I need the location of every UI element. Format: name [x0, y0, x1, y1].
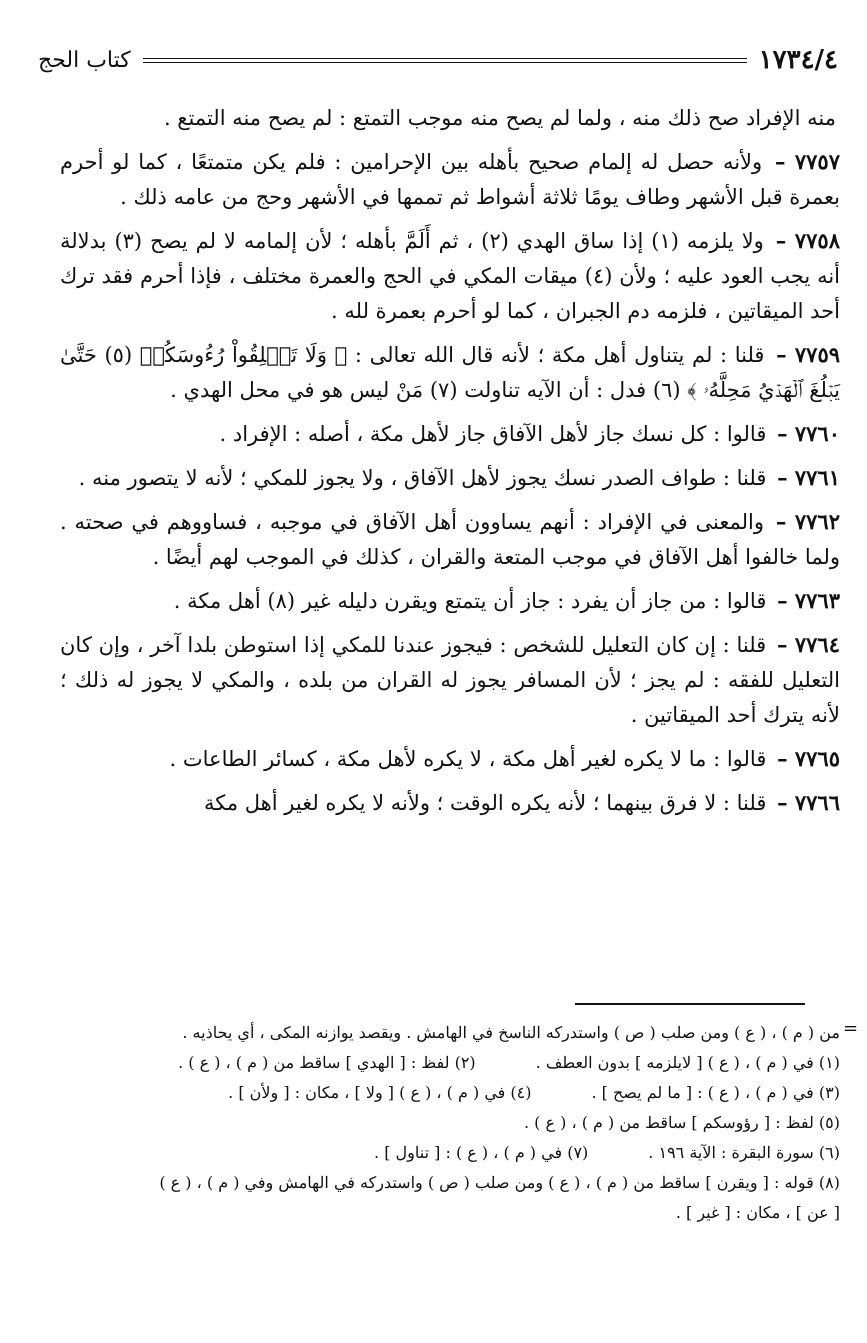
- footnotes: [70, 1018, 840, 1228]
- paragraph: ٧٧٦٤ – قلنا : إن كان التعليل للشخص : فيجوز عندنا للمكي إذا استوطن بلدا آخر ، وإن كان التعليل للفقه : لم يجز ؛ لأن المسافر يجوز له القران من بلده ، والمكي لا يجوز له ذلك ؛ لأنه يترك أحد الميقاتين .: [60, 632, 840, 727]
- footnote-row: [70, 1138, 840, 1168]
- running-header: [38, 40, 838, 80]
- footnote: (٤) في ( م ) ، ( ع ) [ ولا ] ، مكان : [ ولأن ] .: [228, 1083, 532, 1102]
- paragraph-number: ٧٧٦٢ –: [775, 509, 840, 534]
- paragraph: ٧٧٦٣ – قالوا : من جاز أن يفرد : جاز أن يتمتع ويقرن دليله غير (٨) أهل مكة .: [173, 588, 840, 613]
- footnote-continuation-mark: =: [843, 1018, 859, 1039]
- paragraph: منه الإفراد صح ذلك منه ، ولما لم يصح منه موجب التمتع : لم يصح منه التمتع .: [163, 106, 836, 130]
- footnote: (٨) قوله : [ ويقرن ] ساقط من ( م ) ، ( ع ) ومن صلب ( ص ) واستدركه في الهامش وفي ( م ) ، ( ع ): [159, 1173, 840, 1192]
- paragraph-number: ٧٧٥٩ –: [776, 342, 841, 367]
- paragraph-number: ٧٧٦٥ –: [777, 746, 840, 771]
- paragraph-number: ٧٧٦٤ –: [776, 632, 840, 657]
- footnote: (١) في ( م ) ، ( ع ) [ لايلزمه ] بدون العطف .: [535, 1053, 840, 1072]
- paragraph-number: ٧٧٦٣ –: [777, 588, 840, 613]
- page-number: ١٧٣٤/٤: [758, 45, 838, 75]
- paragraph: ٧٧٥٧ – ولأنه حصل له إلمام صحيح بأهله بين الإحرامين : فلم يكن متمتعًا ، كما لو أحرم بعمرة قبل الأشهر وطاف يومًا ثلاثة أشواط ثم تممها في الأشهر وحج من عامه ذلك .: [60, 149, 840, 209]
- paragraph: ٧٧٦٠ – قالوا : كل نسك جاز لأهل الآفاق جاز لأهل مكة ، أصله : الإفراد .: [219, 421, 840, 446]
- paragraph-number: ٧٧٦٦ –: [777, 790, 840, 815]
- footnote-continued: من ( م ) ، ( ع ) ومن صلب ( ص ) واستدركه الناسخ في الهامش . ويقصد يوازنه المكى ، أي يحاذيه .: [182, 1023, 840, 1042]
- footnote: (٢) لفظ : [ الهدي ] ساقط من ( م ) ، ( ع ) .: [178, 1053, 476, 1072]
- book-title: كتاب الحج: [38, 47, 131, 73]
- header-rule: [143, 58, 747, 63]
- paragraph: ٧٧٥٨ – ولا يلزمه (١) إذا ساق الهدي (٢) ، ثم أَلَمَّ بأهله ؛ لأن إلمامه لا لم يصح (٣) بدلالة أنه يجب العود عليه ؛ ولأن (٤) ميقات المكي في الحج والعمرة مختلف ، فإذا أحرم فقد ترك أحد الميقاتين ، فلزمه دم الجبران ، كما لو أحرم بعمرة لله .: [60, 228, 841, 323]
- footnote: (٥) لفظ : [ رؤوسكم ] ساقط من ( م ) ، ( ع ) .: [523, 1113, 840, 1132]
- paragraph: ٧٧٦١ – قلنا : طواف الصدر نسك يجوز لأهل الآفاق ، ولا يجوز للمكي ؛ لأنه لا يتصور منه .: [78, 465, 840, 490]
- footnote: (٦) سورة البقرة : الآية ١٩٦ .: [648, 1143, 840, 1162]
- paragraph-number: ٧٧٥٧ –: [774, 149, 840, 174]
- paragraph: ٧٧٦٥ – قالوا : ما لا يكره لغير أهل مكة ، لا يكره لأهل مكة ، كسائر الطاعات .: [169, 746, 840, 771]
- paragraph: ٧٧٦٦ – قلنا : لا فرق بينهما ؛ لأنه يكره الوقت ؛ ولأنه لا يكره لغير أهل مكة: [204, 790, 840, 815]
- footnote-separator: [575, 1003, 805, 1005]
- footnote-row: [70, 1078, 840, 1108]
- footnote: (٧) في ( م ) ، ( ع ) : [ تناول ] .: [374, 1143, 589, 1162]
- paragraph: ٧٧٥٩ – قلنا : لم يتناول أهل مكة ؛ لأنه قال الله تعالى : ﴿ وَلَا تَحۡلِقُواْ رُءُوسَكُمۡ (٥) حَتَّىٰ يَبۡلُغَ ٱلۡهَدۡيُ مَحِلَّهُۥ ﴾ (٦) فدل : أن الآيه تناولت (٧) مَنْ ليس هو في محل الهدي .: [60, 342, 841, 402]
- footnote-row: [70, 1048, 840, 1078]
- footnote-continued-line: [ عن ] ، مكان : [ غير ] .: [675, 1203, 840, 1222]
- paragraph-number: ٧٧٥٨ –: [775, 228, 840, 253]
- footnote: (٣) في ( م ) ، ( ع ) : [ ما لم يصح ] .: [591, 1083, 840, 1102]
- paragraph: ٧٧٦٢ – والمعنى في الإفراد : أنهم يساوون أهل الآفاق في موجبه ، فساووهم في صحته . ولما خالفوا أهل الآفاق في موجب المتعة والقران ، كذلك في الموجب لهم أيضًا .: [60, 509, 840, 569]
- main-text: [60, 100, 840, 829]
- paragraph-number: ٧٧٦٠ –: [777, 421, 840, 446]
- paragraph-number: ٧٧٦١ –: [777, 465, 840, 490]
